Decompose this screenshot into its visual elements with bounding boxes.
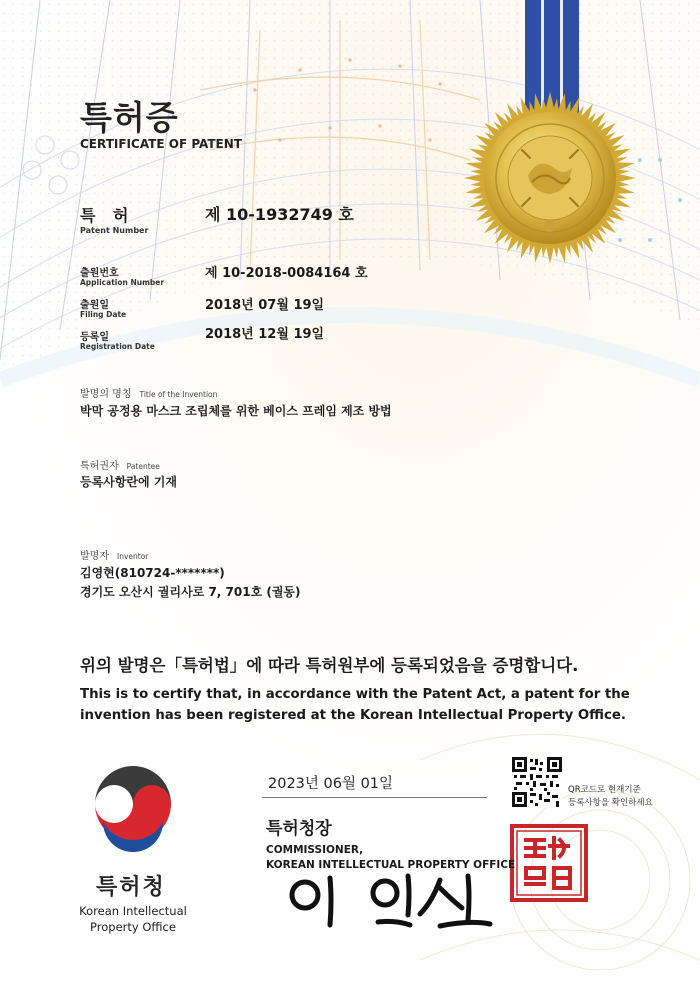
patentee-label xyxy=(80,457,160,472)
kipo-logo-graphic xyxy=(93,766,173,852)
invention-title-label-en: Title of the Invention xyxy=(139,390,218,399)
certification-text-ko: 위의 발명은「특허법」에 따라 특허원부에 등록되었음을 증명합니다. xyxy=(80,656,579,675)
application-number-label-ko: 출원번호 xyxy=(80,268,119,279)
commissioner-title-en-line2: KOREAN INTELLECTUAL PROPERTY OFFICE xyxy=(266,859,516,871)
certificate-title-ko: 특허증 xyxy=(80,98,179,137)
certification-text-en: This is to certify that, in accordance with the Patent Act, a patent for the invention has been registered at the Korean Intellectual Property Office. xyxy=(80,687,630,723)
issue-date: 2023년 06월 01일 xyxy=(268,776,394,792)
office-name-ko: 특허청 xyxy=(96,875,166,900)
qr-note-line1: QR코드로 현재기준 xyxy=(568,785,641,795)
inventor-name: 김영현(810724-*******) xyxy=(80,566,225,580)
inventor-label-en: Inventor xyxy=(116,552,149,561)
registration-date-label-en: Registration Date xyxy=(80,342,155,351)
filing-date-label-en: Filing Date xyxy=(80,310,127,319)
application-number-value: 제 10-2018-0084164 호 xyxy=(205,266,368,281)
application-number-label-en: Application Number xyxy=(80,278,165,287)
invention-title-label-ko: 발명의 명칭 xyxy=(80,389,132,400)
issue-date-underline xyxy=(262,797,487,798)
inventor-label-ko: 발명자 xyxy=(80,551,109,562)
filing-date-label-ko: 출원일 xyxy=(80,300,109,311)
patentee-value: 등록사항란에 기재 xyxy=(80,475,177,489)
qr-note-line2: 등록사항을 확인하세요 xyxy=(568,798,653,808)
inventor-address: 경기도 오산시 궐리사로 7, 701호 (궐동) xyxy=(80,585,301,599)
commissioner-title-ko: 특허청장 xyxy=(266,819,332,839)
registration-date-value: 2018년 12월 19일 xyxy=(205,327,325,342)
patent-number-label-en: Patent Number xyxy=(80,226,149,235)
commissioner-title-en xyxy=(266,843,515,873)
certificate-title-en: CERTIFICATE OF PATENT xyxy=(80,137,242,151)
qr-note xyxy=(568,784,653,810)
office-name-en: Korean Intellectual Property Office xyxy=(79,904,187,934)
invention-title-label xyxy=(80,385,217,400)
qr-code-graphic xyxy=(512,757,562,807)
invention-title-value: 박막 공정용 마스크 조립체를 위한 베이스 프레임 제조 방법 xyxy=(80,404,392,418)
inventor-label xyxy=(80,547,148,562)
patentee-label-ko: 특허권자 xyxy=(80,461,119,472)
patentee-label-en: Patentee xyxy=(126,462,160,471)
patent-number-value: 제 10-1932749 호 xyxy=(205,205,354,224)
registration-date-label-ko: 등록일 xyxy=(80,332,109,343)
patent-number-label-ko: 특 허 xyxy=(80,206,135,225)
commissioner-title-en-line1: COMMISSIONER, xyxy=(266,844,364,856)
filing-date-value: 2018년 07월 19일 xyxy=(205,298,325,313)
